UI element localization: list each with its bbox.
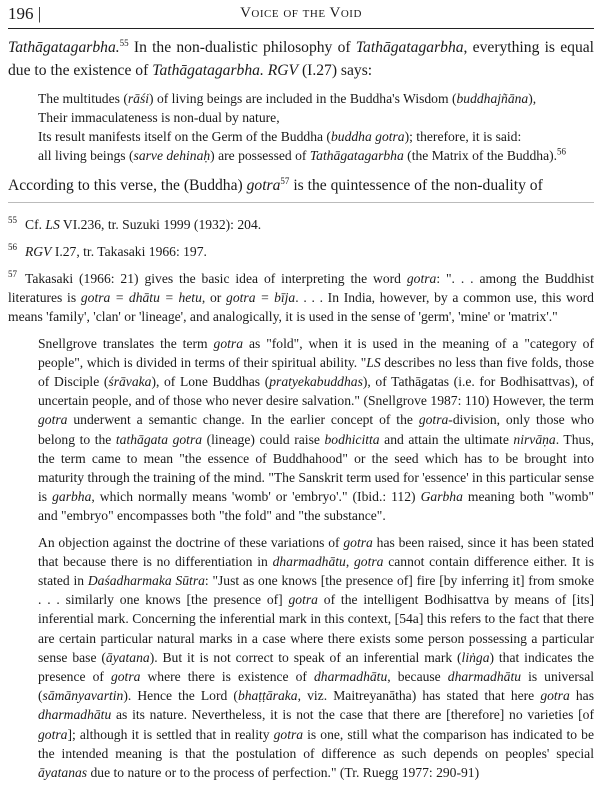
footnote-number: 56 (8, 242, 17, 253)
term: Tathāgatagarbha. (8, 39, 120, 56)
footnote-number: 55 (8, 214, 17, 225)
body-paragraph-1 (8, 37, 594, 82)
term: Tathāgatagarbha (355, 39, 464, 56)
running-head-title: Voice of the Void (240, 5, 362, 21)
running-head (8, 5, 594, 22)
footnote-ref-55[interactable]: 55 (119, 37, 129, 48)
quote-line-3: Its result manifests itself on the Germ of the Buddha (buddha gotra); therefore, it is said: (38, 129, 522, 144)
footnote-number: 57 (8, 269, 17, 280)
footnote-56: $^{56}$ RGV I.27, tr. Takasaki 1966: 197. (8, 242, 207, 259)
quote-line-4: all living beings (sarve dehinaḥ) are possessed of Tathāgatagarbha (the Matrix of the Buddha).$^{56}$ (38, 146, 567, 163)
footnote-57: $^{57}$ Takasaki (1966: 21) gives the basic idea of interpreting the word gotra: ". . . among the Buddhist literatures is gotra = dhātu = hetu, or gotra = bīja. . . . In India, however, by a common use, this word means 'family', 'clan' or 'lineage', and analogically, it is used in the sense of 'germ', 'mine' or 'matrix'." (8, 269, 594, 325)
text: In the non-dualistic philosophy of (128, 39, 356, 56)
footnote-divider (8, 202, 594, 203)
term: Tathāgatagarbha. RGV (152, 61, 299, 79)
quote-line-1: The multitudes (rāśi) of living beings are included in the Buddha's Wisdom (buddhajñāna), (38, 91, 537, 106)
block-quote (38, 89, 594, 165)
text: , everything is equal due to the existence of (8, 39, 594, 79)
quote-line-2: Their immaculateness is non-dual by nature, (38, 110, 280, 125)
text: (I.27) says: (298, 61, 373, 79)
footnote-ref-57[interactable]: 57 (280, 175, 290, 186)
body-paragraph-2: According to this verse, the (Buddha) gotra$^{57}$ is the quintessence of the non-duality of (8, 175, 543, 194)
footnote-55: $^{55}$ Cf. LS VI.236, tr. Suzuki 1999 (1932): 204. (8, 214, 262, 232)
footnote-57-paragraph-2: Snellgrove translates the term gotra as "fold", when it is used in the meaning of a "category of people", which is divided in terms of their spiritual ability. "LS describes no less than five folds, those of Disciple (śrāvaka), of Lone Buddhas (pratyekabuddhas), of Tathāgatas (i.e. for Bodhisattvas), of uncertain people, and of those who never desire salvation." (Snellgrove 1987: 110) However, the term gotra underwent a semantic change. In the earlier concept of the gotra-division, only those who belong to the tathāgata gotra (lineage) could raise bodhicitta and attain the ultimate nirvāṇa. Thus, the term came to mean "the essence of Buddhahood" or the seed which has to be brought into maturity through the training of the mind. "The Sanskrit term used for 'essence' in this particular sense is garbha, which normally means 'womb' or 'embryo'." (Ibid.: 112) Garbha meaning both "womb" and "embryo" encompasses both "the fold" and "the substance". (38, 335, 595, 524)
footnote-57-paragraph-3: An objection against the doctrine of these variations of gotra has been raised, since it has been stated that because there is no differentiation in dharmadhātu, gotra cannot contain difference either. It is stated in Daśadharmaka Sūtra: "Just as one knows [the presence of] fire [by inferring it] from smoke . . . similarly one knows [the presence of] gotra of the intelligent Bodhisattva by means of [its] inferential mark. Concerning the inferential mark in this context, [54a] this refers to the fact that there are certain particular natural marks in a case where there exists some person possessing a particular sense base (āyatana). But it is not correct to speak of an inferential mark (liṅga) that indicates the presence of gotra where there is existence of dharmadhātu, because dharmadhātu is universal (sāmānyavartin). Hence the Lord (bhaṭṭāraka, viz. Maitreyanātha) has stated that here gotra has dharmadhātu as its nature. Nevertheless, it is not the case that there are [therefore] no varieties [of gotra]; although it is settled that in reality gotra is one, still what the comparison has indicated to be the intended meaning is that the postulation of difference as such depends on peoples' special āyatanas due to nature or to the process of perfection." (Tr. Ruegg 1977: 290-91) (38, 534, 595, 780)
page-header (8, 2, 594, 29)
footnote-ref-56[interactable]: 56 (557, 146, 567, 157)
page-number: 196 | (8, 4, 42, 23)
